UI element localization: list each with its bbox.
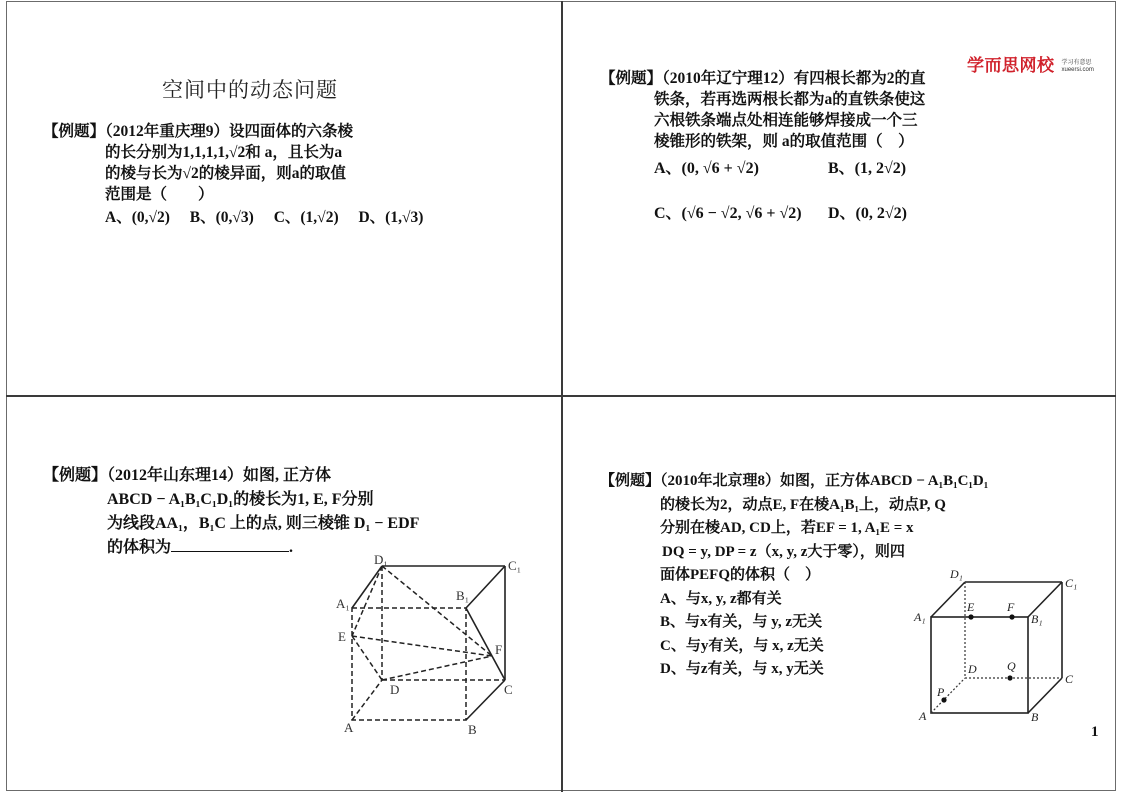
logo-url: xueersi.com <box>1061 67 1094 74</box>
question-line: 的棱与长为√2的棱异面，则a的取值 <box>105 165 347 182</box>
logo-sub <box>1062 60 1094 74</box>
label-q: Q <box>1007 659 1016 673</box>
label-b: B <box>1031 710 1039 724</box>
question-line: 的体积为 <box>107 539 172 556</box>
question-line: 的棱长为2，动点E, F在棱A₁B₁上，动点P, Q <box>660 496 946 513</box>
label-p: P <box>937 685 945 699</box>
label-c1: C₁ <box>1065 576 1078 590</box>
label-c1: C₁ <box>508 558 522 573</box>
option-b: B、与x有关，与 y, z无关 <box>660 614 823 630</box>
question-line: 范围是（ ） <box>105 186 214 203</box>
option-c: C、(√6 − √2, √6 + √2) <box>654 205 802 222</box>
answer-blank <box>171 537 289 552</box>
example-tag: 【例题】 <box>600 471 661 489</box>
option-b: B、(1, 2√2) <box>828 160 907 177</box>
question-2 <box>600 68 926 224</box>
question-line: 的长分别为1,1,1,1,√2和 a，且长为a <box>105 144 343 161</box>
label-b1: B₁ <box>1031 612 1043 626</box>
label-f: F <box>1007 600 1015 614</box>
label-b1: B₁ <box>456 588 470 603</box>
question-line: （2010年辽宁理12）有四根长都为2的直 <box>662 70 926 87</box>
label-a1: A₁ <box>336 596 350 611</box>
question-line: （2012年山东理14）如图, 正方体 <box>107 467 332 484</box>
label-a: A <box>344 720 354 735</box>
cube-figure-1 <box>330 548 530 738</box>
question-line: 六根铁条端点处相连能够焊接成一个三 <box>654 112 918 129</box>
slide-title: 空间中的动态问题 <box>162 78 338 102</box>
example-tag: 【例题】 <box>43 465 108 484</box>
option-a: A、(0,√2) <box>105 209 170 226</box>
label-b: B <box>468 722 477 737</box>
label-c: C <box>504 682 513 697</box>
label-e: E <box>967 600 975 614</box>
question-3: 【例题】（2012年山东理14）如图, 正方体 ABCD − A₁B₁C₁D₁的棱长为1, E, F分别 为线段AA₁，B₁C 上的点, 则三棱锥 D₁ − EDF 的体积为 . <box>43 465 420 556</box>
options-row <box>600 203 926 224</box>
example-tag: 【例题】 <box>43 122 106 140</box>
logo-slogan: 学习有意思 <box>1061 60 1092 67</box>
vertical-divider <box>561 1 563 792</box>
question-line: （2012年重庆理9）设四面体的六条棱 <box>105 123 354 140</box>
label-e: E <box>338 629 346 644</box>
options-row <box>43 207 439 228</box>
example-tag: 【例题】 <box>600 69 663 87</box>
label-d1: D₁ <box>950 567 963 581</box>
label-d1: D₁ <box>374 552 388 567</box>
question-line: （2010年北京理8）如图，正方体ABCD − A₁B₁C₁D₁ <box>660 473 989 489</box>
question-line: ABCD − A₁B₁C₁D₁的棱长为1, E, F分别 <box>107 491 374 508</box>
horizontal-divider <box>6 395 1116 397</box>
logo-brand: 学而思网校 <box>967 56 1055 76</box>
xueersi-logo <box>967 51 1094 76</box>
question-line: 为线段AA₁，B₁C 上的点, 则三棱锥 D₁ − EDF <box>107 515 420 532</box>
label-d: D <box>968 662 977 676</box>
label-a: A <box>919 709 927 723</box>
option-d: D、(0, 2√2) <box>828 205 907 222</box>
cube-figure-2 <box>910 565 1100 730</box>
question-line: DQ = y, DP = z（x, y, z大于零），则四 <box>662 543 905 560</box>
options-row <box>600 158 926 179</box>
label-d: D <box>390 682 400 697</box>
option-c: C、(1,√2) <box>273 209 339 226</box>
option-a: A、(0, √6 + √2) <box>654 160 759 177</box>
label-c: C <box>1065 672 1074 686</box>
label-f: F <box>495 642 503 657</box>
option-c: C、与y有关，与 x, z无关 <box>660 637 824 654</box>
option-a: A、与x, y, z都有关 <box>660 590 782 607</box>
question-1 <box>43 121 439 228</box>
option-d: D、(1,√3) <box>358 209 424 226</box>
question-line: 棱锥形的铁架，则 a的取值范围（ ） <box>654 133 914 150</box>
question-line: 面体PEFQ的体积（ ） <box>660 567 820 583</box>
page-number: 1 <box>1091 724 1099 740</box>
question-line: 铁条，若再选两根长都为a的直铁条使这 <box>654 91 926 108</box>
label-a1: A₁ <box>914 610 926 624</box>
option-b: B、(0,√3) <box>189 209 254 226</box>
question-line: 分别在棱AD, CD上，若EF = 1, A₁E = x <box>660 520 914 536</box>
option-d: D、与z有关，与 x, y无关 <box>660 661 824 677</box>
